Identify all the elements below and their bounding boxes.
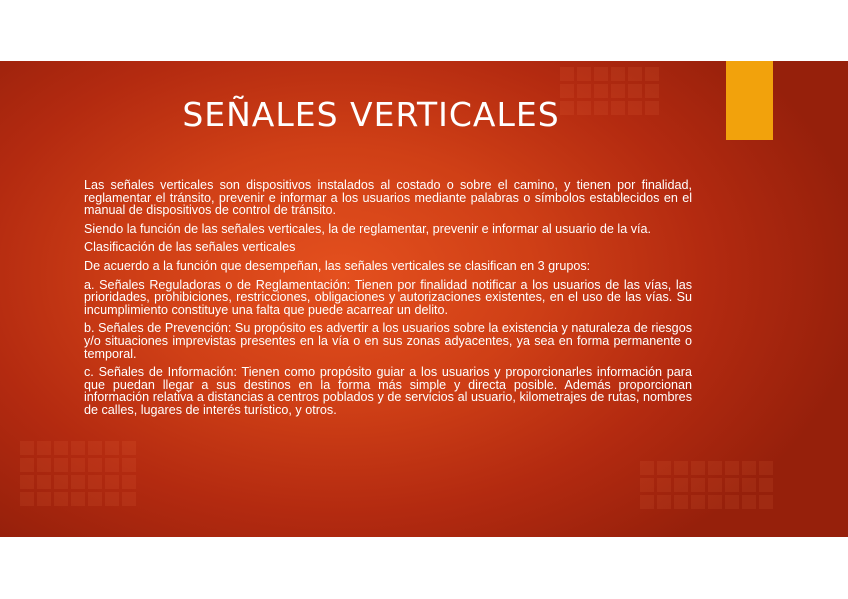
paragraph-intro: Las señales verticales son dispositivos instalados al costado o sobre el camino, y tienen por finalidad, reglamentar el tránsito, prevenir e informar a los usuarios mediante palabras o símbolos establecidos en el manual de dispositivos de control de tránsito. — [84, 178, 692, 218]
paragraph-classification-heading: Clasificación de las señales verticales — [84, 240, 296, 255]
paragraph-groups: De acuerdo a la función que desempeñan, las señales verticales se clasifican en 3 grupos: — [84, 258, 591, 273]
slide — [0, 61, 848, 537]
slide-title: SEÑALES VERTICALES — [182, 95, 560, 134]
paragraph-regulatory-signs: a. Señales Reguladoras o de Reglamentación: Tienen por finalidad notificar a los usuarios de las vías, las prioridades, prohibiciones, restricciones, obligaciones y autorizaciones existentes, en el uso de las vías. Su incumplimiento constituye una falta que puede acarrear un delito. — [84, 277, 692, 317]
paragraph-information-signs: c. Señales de Información: Tienen como propósito guiar a los usuarios y proporcionarles información para que puedan llegar a sus destinos en la forma más simple y directa posible. Además proporcionan información relativa a distancias a centros poblados y de servicios al usuario, kilometrajes de rutas, nombres de calles, lugares de interés turístico, y otros. — [84, 365, 692, 417]
decorative-pixel-pattern-bottom-right — [640, 461, 773, 509]
paragraph-function: Siendo la función de las señales verticales, la de reglamentar, prevenir e informar al usuario de la vía. — [84, 221, 652, 236]
decorative-pixel-pattern-bottom-left — [20, 441, 136, 506]
slide-body — [84, 179, 692, 423]
paragraph-warning-signs: b. Señales de Prevención: Su propósito es advertir a los usuarios sobre la existencia y naturaleza de riesgos y/o situaciones imprevistas presentes en la vía o en sus zonas adyacentes, ya sea en forma permanente o temporal. — [84, 321, 692, 361]
